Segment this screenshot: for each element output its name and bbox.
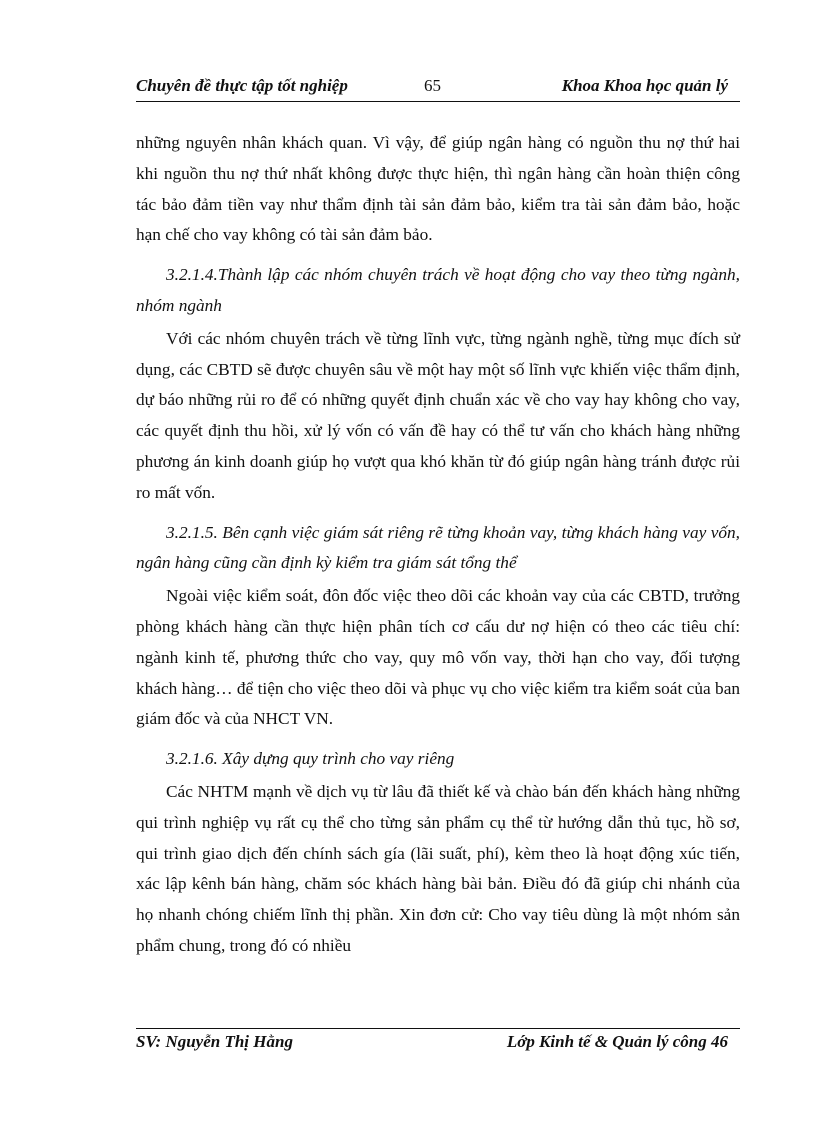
document-body bbox=[136, 128, 740, 962]
footer-divider bbox=[136, 1028, 740, 1029]
paragraph-specialized-groups: Với các nhóm chuyên trách về từng lĩnh vực, từng ngành nghề, từng mục đích sử dụng, các CBTD sẽ được chuyên sâu về một hay một số lĩnh vực khiến việc thẩm định, dự báo những rủi ro để có những quyết định chuẩn xác về cho vay hay không cho vay, các quyết định thu hồi, xử lý vốn có vấn đề hay có thể tư vấn cho khách hàng những phương án kinh doanh giúp họ vượt qua khó khăn từ đó giúp ngân hàng tránh được rủi ro mất vốn. bbox=[136, 328, 740, 502]
header-faculty: Khoa Khoa học quản lý bbox=[561, 76, 728, 95]
page-footer bbox=[136, 1032, 740, 1056]
paragraph-lending-process: Các NHTM mạnh về dịch vụ từ lâu đã thiết kế và chào bán đến khách hàng những qui trình nghiệp vụ rất cụ thể cho từng sản phẩm cụ thể từ hướng dẫn thủ tục, hồ sơ, qui trình giao dịch đến chính sách gía (lãi suất, phí), kèm theo là hoạt động xúc tiến, xác lập kênh bán hàng, chăm sóc khách hàng bài bản. Điều đó đã giúp chi nhánh của họ nhanh chóng chiếm lĩnh thị phần. Xin đơn cử: Cho vay tiêu dùng là một nhóm sản phẩm chung, trong đó có nhiều bbox=[136, 781, 740, 955]
page-number: 65 bbox=[424, 76, 441, 95]
footer-student-name: SV: Nguyễn Thị Hằng bbox=[136, 1032, 293, 1051]
section-heading-3-2-1-5: 3.2.1.5. Bên cạnh việc giám sát riêng rẽ từng khoản vay, từng khách hàng vay vốn, ngân hàng cũng cần định kỳ kiểm tra giám sát tổng thể bbox=[136, 522, 740, 573]
paragraph-continued: những nguyên nhân khách quan. Vì vậy, để giúp ngân hàng có nguồn thu nợ thứ hai khi nguồn thu nợ thứ nhất không được thực hiện, thì ngân hàng cần hoàn thiện công tác bảo đảm tiền vay như thẩm định tài sản đảm bảo, kiểm tra tài sản đảm bảo, hoặc hạn chế cho vay không có tài sản đảm bảo. bbox=[136, 133, 740, 245]
section-heading-3-2-1-4: 3.2.1.4.Thành lập các nhóm chuyên trách về hoạt động cho vay theo từng ngành, nhóm ngành bbox=[136, 265, 740, 315]
header-document-title: Chuyên đề thực tập tốt nghiệp bbox=[136, 76, 348, 95]
section-heading-3-2-1-6: 3.2.1.6. Xây dựng quy trình cho vay riêng bbox=[166, 749, 455, 769]
page-header bbox=[136, 76, 740, 100]
header-divider bbox=[136, 101, 740, 102]
paragraph-overall-supervision: Ngoài việc kiểm soát, đôn đốc việc theo dõi các khoản vay của các CBTD, trưởng phòng khách hàng cần thực hiện phân tích cơ cấu dư nợ hiện có theo các tiêu chí: ngành kinh tế, phương thức cho vay, quy mô vốn vay, thời hạn cho vay, đối tượng khách hàng… để tiện cho việc theo dõi và phục vụ cho việc kiểm tra kiểm soát của ban giám đốc và của NHCT VN. bbox=[136, 586, 740, 729]
footer-class-name: Lớp Kinh tế & Quản lý công 46 bbox=[506, 1032, 728, 1051]
